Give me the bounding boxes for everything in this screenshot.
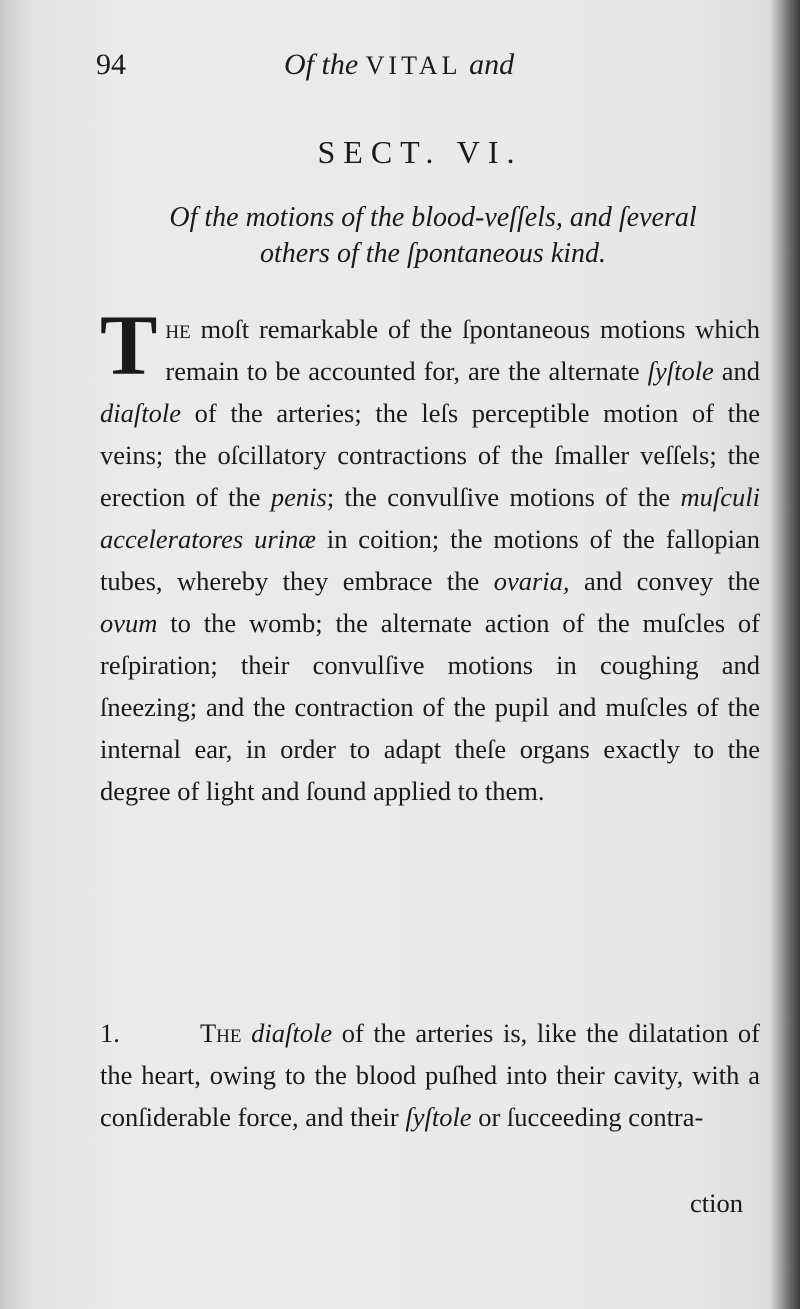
text-run: or ſucceeding contra- <box>471 1102 704 1132</box>
lead-smallcaps: he <box>165 314 191 344</box>
paragraph-2 <box>100 1012 760 1138</box>
italic-term: diaſtole <box>100 398 181 428</box>
italic-term: ovum <box>100 608 158 638</box>
italic-term: diaſtole <box>251 1018 333 1048</box>
running-title-part1: Of the <box>284 48 359 81</box>
text-run: and convey the <box>569 566 760 596</box>
paragraph-1 <box>100 297 760 812</box>
text-run <box>242 1018 252 1048</box>
text-run: ; the convulſive motions of the <box>326 482 681 512</box>
running-title <box>284 48 514 82</box>
running-title-part3: and <box>469 48 515 81</box>
lead-smallcaps: The <box>200 1018 242 1048</box>
subtitle-line-2: others of the ſpontaneous kind. <box>259 238 607 269</box>
paragraph-number: 1. <box>100 1018 120 1048</box>
section-subtitle <box>98 200 768 272</box>
text-run: to the womb; the alternate action of the muſcles of reſpiration; their convulſive motions in coughing and ſneezing; and the contraction of the pupil and muſcles of the internal ear, in order to adapt theſe organs exactly to the degree of light and ſound applied to them. <box>100 608 760 806</box>
page-number: 94 <box>96 48 126 81</box>
italic-term: ſyſtole <box>647 356 714 386</box>
drop-cap: T <box>100 297 158 393</box>
italic-term: ovaria, <box>493 566 570 596</box>
text-run: of the arteries is, like the dilatation of the heart, owing to the blood puſhed into their cavity, with a conſiderable force, and their <box>100 1018 761 1132</box>
text-run: and <box>713 356 760 386</box>
section-heading: SECT. VI. <box>317 134 523 170</box>
italic-term: muſculi acceleratores urinæ <box>100 482 760 554</box>
running-head <box>96 48 596 88</box>
running-title-part2: VITAL <box>365 51 462 80</box>
catchword: ction <box>690 1188 743 1218</box>
text-run: moſt remarkable of the ſpontaneous motions which remain to be accounted for, are the alternate <box>165 314 760 386</box>
italic-term: ſyſtole <box>405 1102 472 1132</box>
text-run: in coition; the motions of the fallopian tubes, whereby they embrace the <box>100 524 760 596</box>
subtitle-line-1: Of the motions of the blood-veſſels, and ſeveral <box>169 202 697 233</box>
text-run: of the arteries; the leſs perceptible motion of the veins; the oſcillatory contractions of the ſmaller veſſels; the erection of the <box>100 398 760 512</box>
italic-term: penis <box>270 482 327 512</box>
